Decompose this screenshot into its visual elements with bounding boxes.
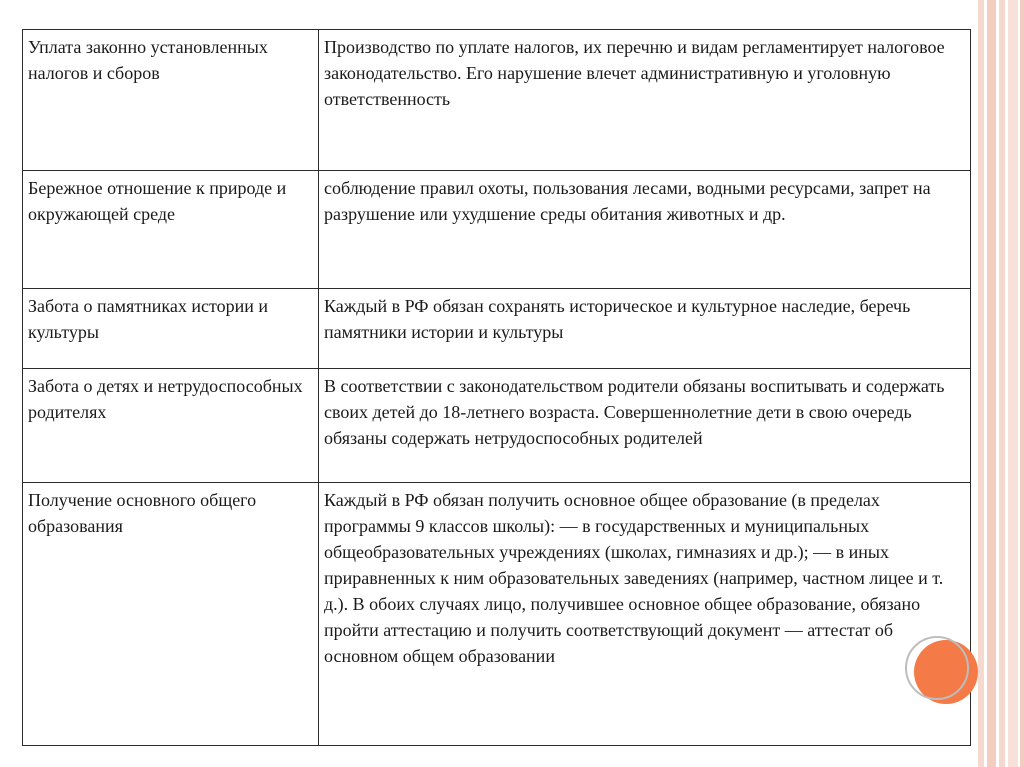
duty-cell: Уплата законно установленных налогов и сборов [23,30,319,171]
decorative-circle-outline [905,636,969,700]
stripe [1020,0,1024,767]
duty-cell: Бережное отношение к природе и окружающей среде [23,171,319,289]
table-row [23,369,971,483]
duty-cell: Забота о детях и нетрудоспособных родителях [23,369,319,483]
table-row [23,171,971,289]
table-row [23,30,971,171]
stripe [978,0,984,767]
stripe [999,0,1005,767]
description-cell: Производство по уплате налогов, их перечню и видам регламентирует налоговое законодательство. Его нарушение влечет административную и уголовную ответственность [319,30,971,171]
table-row [23,289,971,369]
description-cell: В соответствии с законодательством родители обязаны воспитывать и содержать своих детей до 18-летнего возраста. Совершеннолетние дети в свою очередь обязаны содержать нетрудоспособных родителей [319,369,971,483]
duties-table [22,29,971,746]
stripe [1008,0,1018,767]
description-cell: Каждый в РФ обязан сохранять историческое и культурное наследие, беречь памятники истории и культуры [319,289,971,369]
description-cell: соблюдение правил охоты, пользования лесами, водными ресурсами, запрет на разрушение или ухудшение среды обитания животных и др. [319,171,971,289]
stripe [987,0,996,767]
description-cell: Каждый в РФ обязан получить основное общее образование (в пределах программы 9 классов школы): — в государственных и муниципальных общеобразовательных учреждениях (школах, гимназиях и др.); — в иных приравненных к ним образовательных заведениях (например, частном лицее и т. д.). В обоих случаях лицо, получившее основное общее образование, обязано пройти аттестацию и получить соответствующий документ — аттестат об основном общем образовании [319,483,971,746]
duty-cell: Получение основного общего образования [23,483,319,746]
duty-cell: Забота о памятниках истории и культуры [23,289,319,369]
decorative-stripes [978,0,1024,767]
table-row [23,483,971,746]
